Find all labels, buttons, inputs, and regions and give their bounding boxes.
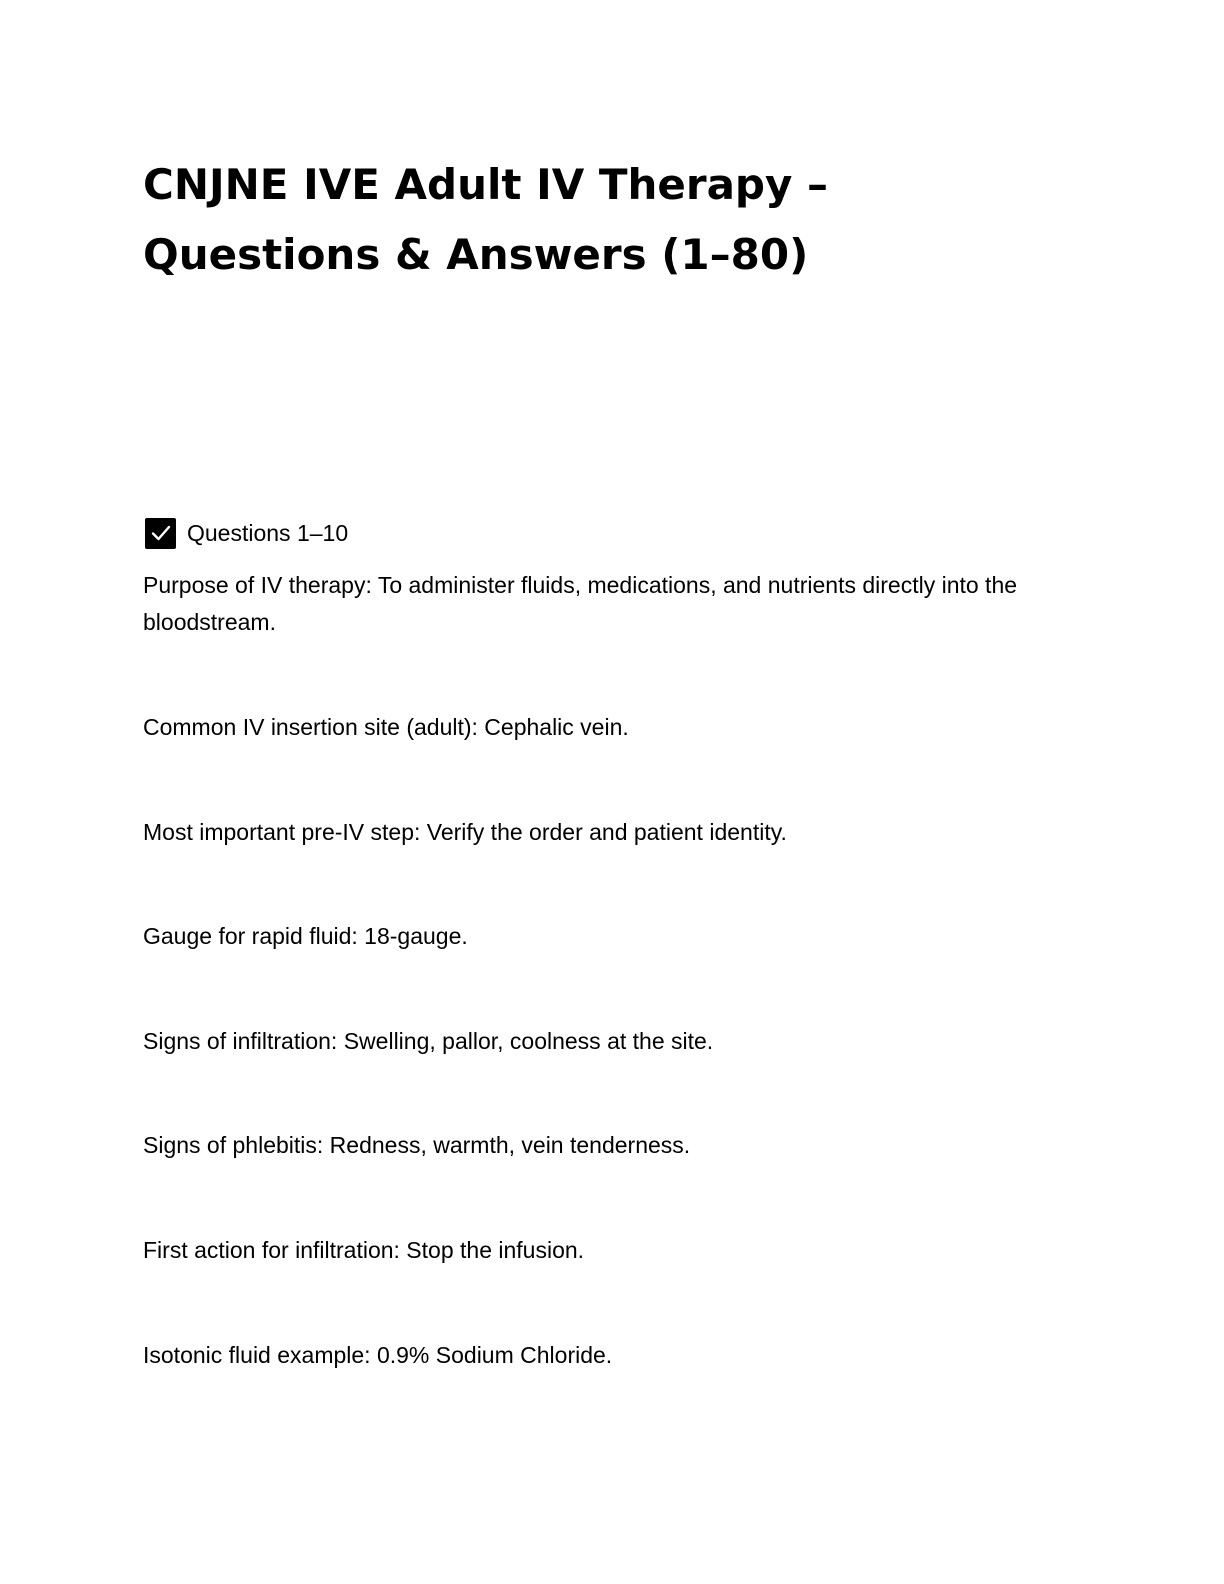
qa-item-purpose: Purpose of IV therapy: To administer fluids, medications, and nutrients directly into the bloodstream.: [143, 572, 1018, 635]
qa-item-isotonic-fluid: Isotonic fluid example: 0.9% Sodium Chloride.: [143, 1342, 613, 1368]
section-heading-label: Questions 1–10: [187, 519, 349, 546]
document-title: [143, 150, 1103, 290]
qa-item-phlebitis-signs: Signs of phlebitis: Redness, warmth, vein tenderness.: [143, 1132, 691, 1158]
qa-item-infiltration-action: First action for infiltration: Stop the infusion.: [143, 1237, 585, 1263]
qa-item-gauge: Gauge for rapid fluid: 18-gauge.: [143, 923, 468, 949]
section-heading: [145, 516, 348, 550]
qa-item-infiltration-signs: Signs of infiltration: Swelling, pallor, coolness at the site.: [143, 1028, 714, 1054]
qa-item-insertion-site: Common IV insertion site (adult): Cephalic vein.: [143, 714, 629, 740]
title-line-2: Questions & Answers (1–80): [143, 230, 809, 279]
title-line-1: CNJNE IVE Adult IV Therapy –: [143, 160, 828, 209]
qa-item-pre-iv-step: Most important pre-IV step: Verify the order and patient identity.: [143, 819, 787, 845]
checkbox-checked-icon: [145, 518, 176, 549]
